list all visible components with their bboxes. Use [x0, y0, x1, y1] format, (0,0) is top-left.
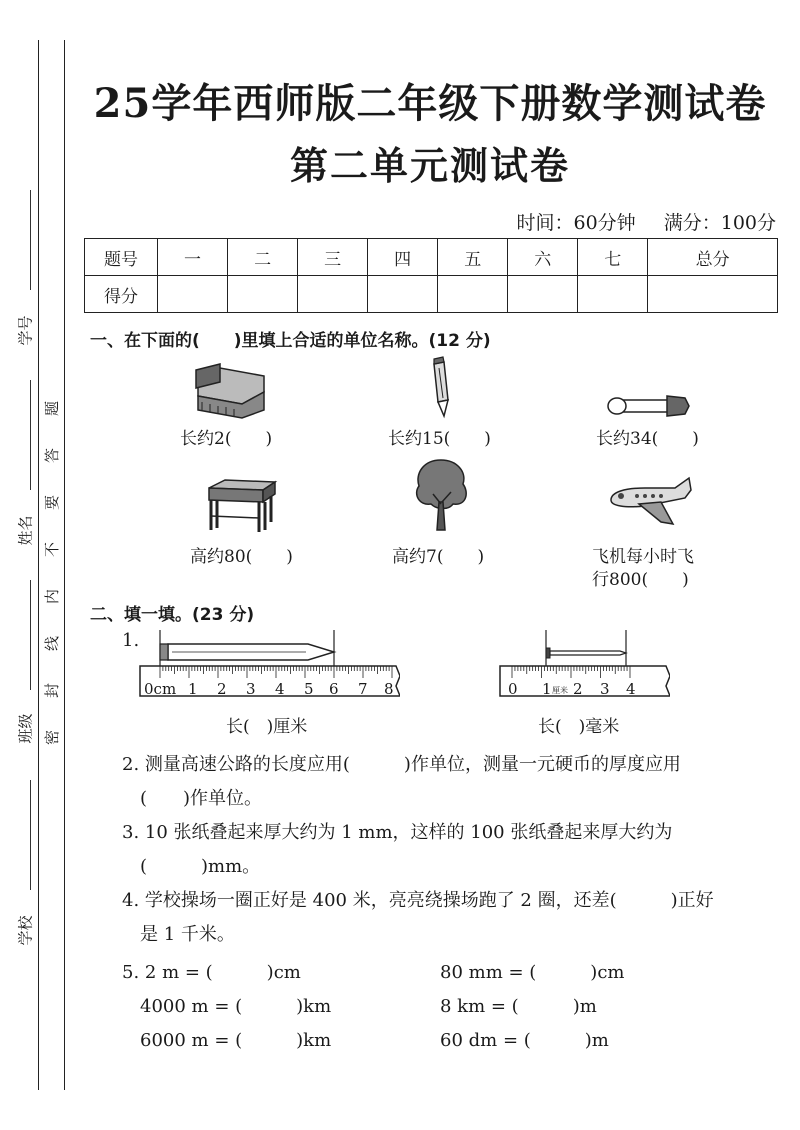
school-label: 学校: [16, 915, 35, 946]
answer-label: 飞机每小时飞: [592, 547, 694, 567]
ruler2-ticks: [498, 680, 670, 700]
section1-heading: 一、在下面的( )里填上合适的单位名称。(12 分): [90, 331, 491, 351]
conversion-item: 80 mm = ( )cm: [440, 962, 625, 983]
tick-label: 4: [275, 680, 285, 698]
tree-icon: [411, 456, 471, 532]
ruler1-answer: 长( )厘米: [226, 717, 308, 737]
table-cell: 七: [578, 239, 648, 276]
table-cell: 四: [368, 239, 438, 276]
score-input-cell[interactable]: [298, 276, 368, 313]
seal-char: 线: [43, 635, 62, 652]
tick-label: 6: [329, 680, 339, 698]
tick-label: 1: [542, 680, 552, 698]
bed-icon: [190, 362, 270, 422]
answer-label: 长约15( ): [388, 429, 491, 449]
name-label: 姓名: [16, 515, 35, 546]
table-row: [85, 276, 778, 313]
conversion-item: 5. 2 m = ( )cm: [122, 962, 301, 983]
answer-label: 高约7( ): [392, 547, 485, 567]
answer-label: 高约80( ): [190, 547, 293, 567]
tick-label: 1: [188, 680, 198, 698]
tick-label: 0: [508, 680, 518, 698]
question-2-cont: ( )作单位。: [140, 788, 263, 809]
answer-label: 长约34( ): [596, 429, 699, 449]
time-limit: 时间：60分钟: [516, 212, 636, 234]
full-score: 满分：100分: [663, 212, 776, 234]
tick-label: 3: [246, 680, 256, 698]
tick-label: 7: [358, 680, 368, 698]
question-4-cont: 是 1 千米。: [140, 924, 235, 945]
tick-label: 4: [626, 680, 636, 698]
table-cell: 三: [298, 239, 368, 276]
safety-pin-icon: [605, 392, 691, 420]
seal-char: 要: [43, 494, 62, 511]
section2-heading: 二、填一填。(23 分): [90, 605, 255, 625]
seal-char: 封: [43, 682, 62, 699]
question-4: 4. 学校操场一圈正好是 400 米，亮亮绕操场跑了 2 圈，还差( )正好: [122, 890, 714, 911]
unit-mark: 厘米: [552, 686, 568, 695]
ruler2-answer: 长( )毫米: [538, 717, 620, 737]
seal-char: 题: [43, 400, 62, 417]
seal-char: 内: [43, 588, 62, 605]
binding-line-right: [64, 40, 65, 1090]
score-input-cell[interactable]: [158, 276, 228, 313]
airplane-icon: [605, 476, 693, 528]
conversion-item: 60 dm = ( )m: [440, 1030, 609, 1051]
score-input-cell[interactable]: [228, 276, 298, 313]
binding-margin: [0, 0, 72, 1130]
answer-label: 行800( ): [592, 570, 689, 590]
score-input-cell[interactable]: [438, 276, 508, 313]
conversion-item: 6000 m = ( )km: [140, 1030, 332, 1051]
table-cell: 五: [438, 239, 508, 276]
student-id-line: [30, 190, 31, 290]
exam-info: [511, 208, 777, 235]
score-input-cell[interactable]: [578, 276, 648, 313]
school-line: [30, 780, 31, 890]
question-3-cont: ( )mm。: [140, 856, 261, 877]
table-cell: 题号: [85, 239, 158, 276]
tick-label: 2: [573, 680, 583, 698]
table-cell: 得分: [85, 276, 158, 313]
conversion-item: 8 km = ( )m: [440, 996, 597, 1017]
seal-char: 密: [43, 729, 62, 746]
table-cell: 六: [508, 239, 578, 276]
class-label: 班级: [16, 713, 35, 744]
question-number: 1.: [122, 630, 140, 651]
seal-char: 不: [43, 541, 62, 558]
conversion-item: 4000 m = ( )km: [140, 996, 332, 1017]
tick-label: 0cm: [144, 680, 177, 698]
tick-label: 3: [600, 680, 610, 698]
page-title: 25学年西师版二年级下册数学测试卷: [93, 80, 767, 127]
answer-label: 长约2( ): [180, 429, 273, 449]
table-row: [85, 239, 778, 276]
score-input-cell[interactable]: [508, 276, 578, 313]
score-table: [84, 238, 778, 313]
ruler1-ticks: [138, 680, 400, 700]
table-cell: 一: [158, 239, 228, 276]
binding-line-left: [38, 40, 39, 1090]
class-line: [30, 580, 31, 690]
tick-label: 2: [217, 680, 227, 698]
table-cell: 总分: [648, 239, 778, 276]
question-3: 3. 10 张纸叠起来厚大约为 1 mm，这样的 100 张纸叠起来厚大约为: [122, 822, 673, 843]
name-line: [30, 380, 31, 490]
score-input-cell[interactable]: [368, 276, 438, 313]
tick-label: 5: [304, 680, 314, 698]
page-subtitle: 第二单元测试卷: [289, 143, 570, 188]
question-2: 2. 测量高速公路的长度应用( )作单位，测量一元硬币的厚度应用: [122, 754, 681, 775]
seal-char: 答: [43, 447, 62, 464]
desk-icon: [205, 476, 279, 534]
tick-label: 8: [384, 680, 394, 698]
pencil-icon: [424, 356, 454, 420]
table-cell: 二: [228, 239, 298, 276]
score-input-cell[interactable]: [648, 276, 778, 313]
student-id-label: 学号: [16, 315, 35, 346]
